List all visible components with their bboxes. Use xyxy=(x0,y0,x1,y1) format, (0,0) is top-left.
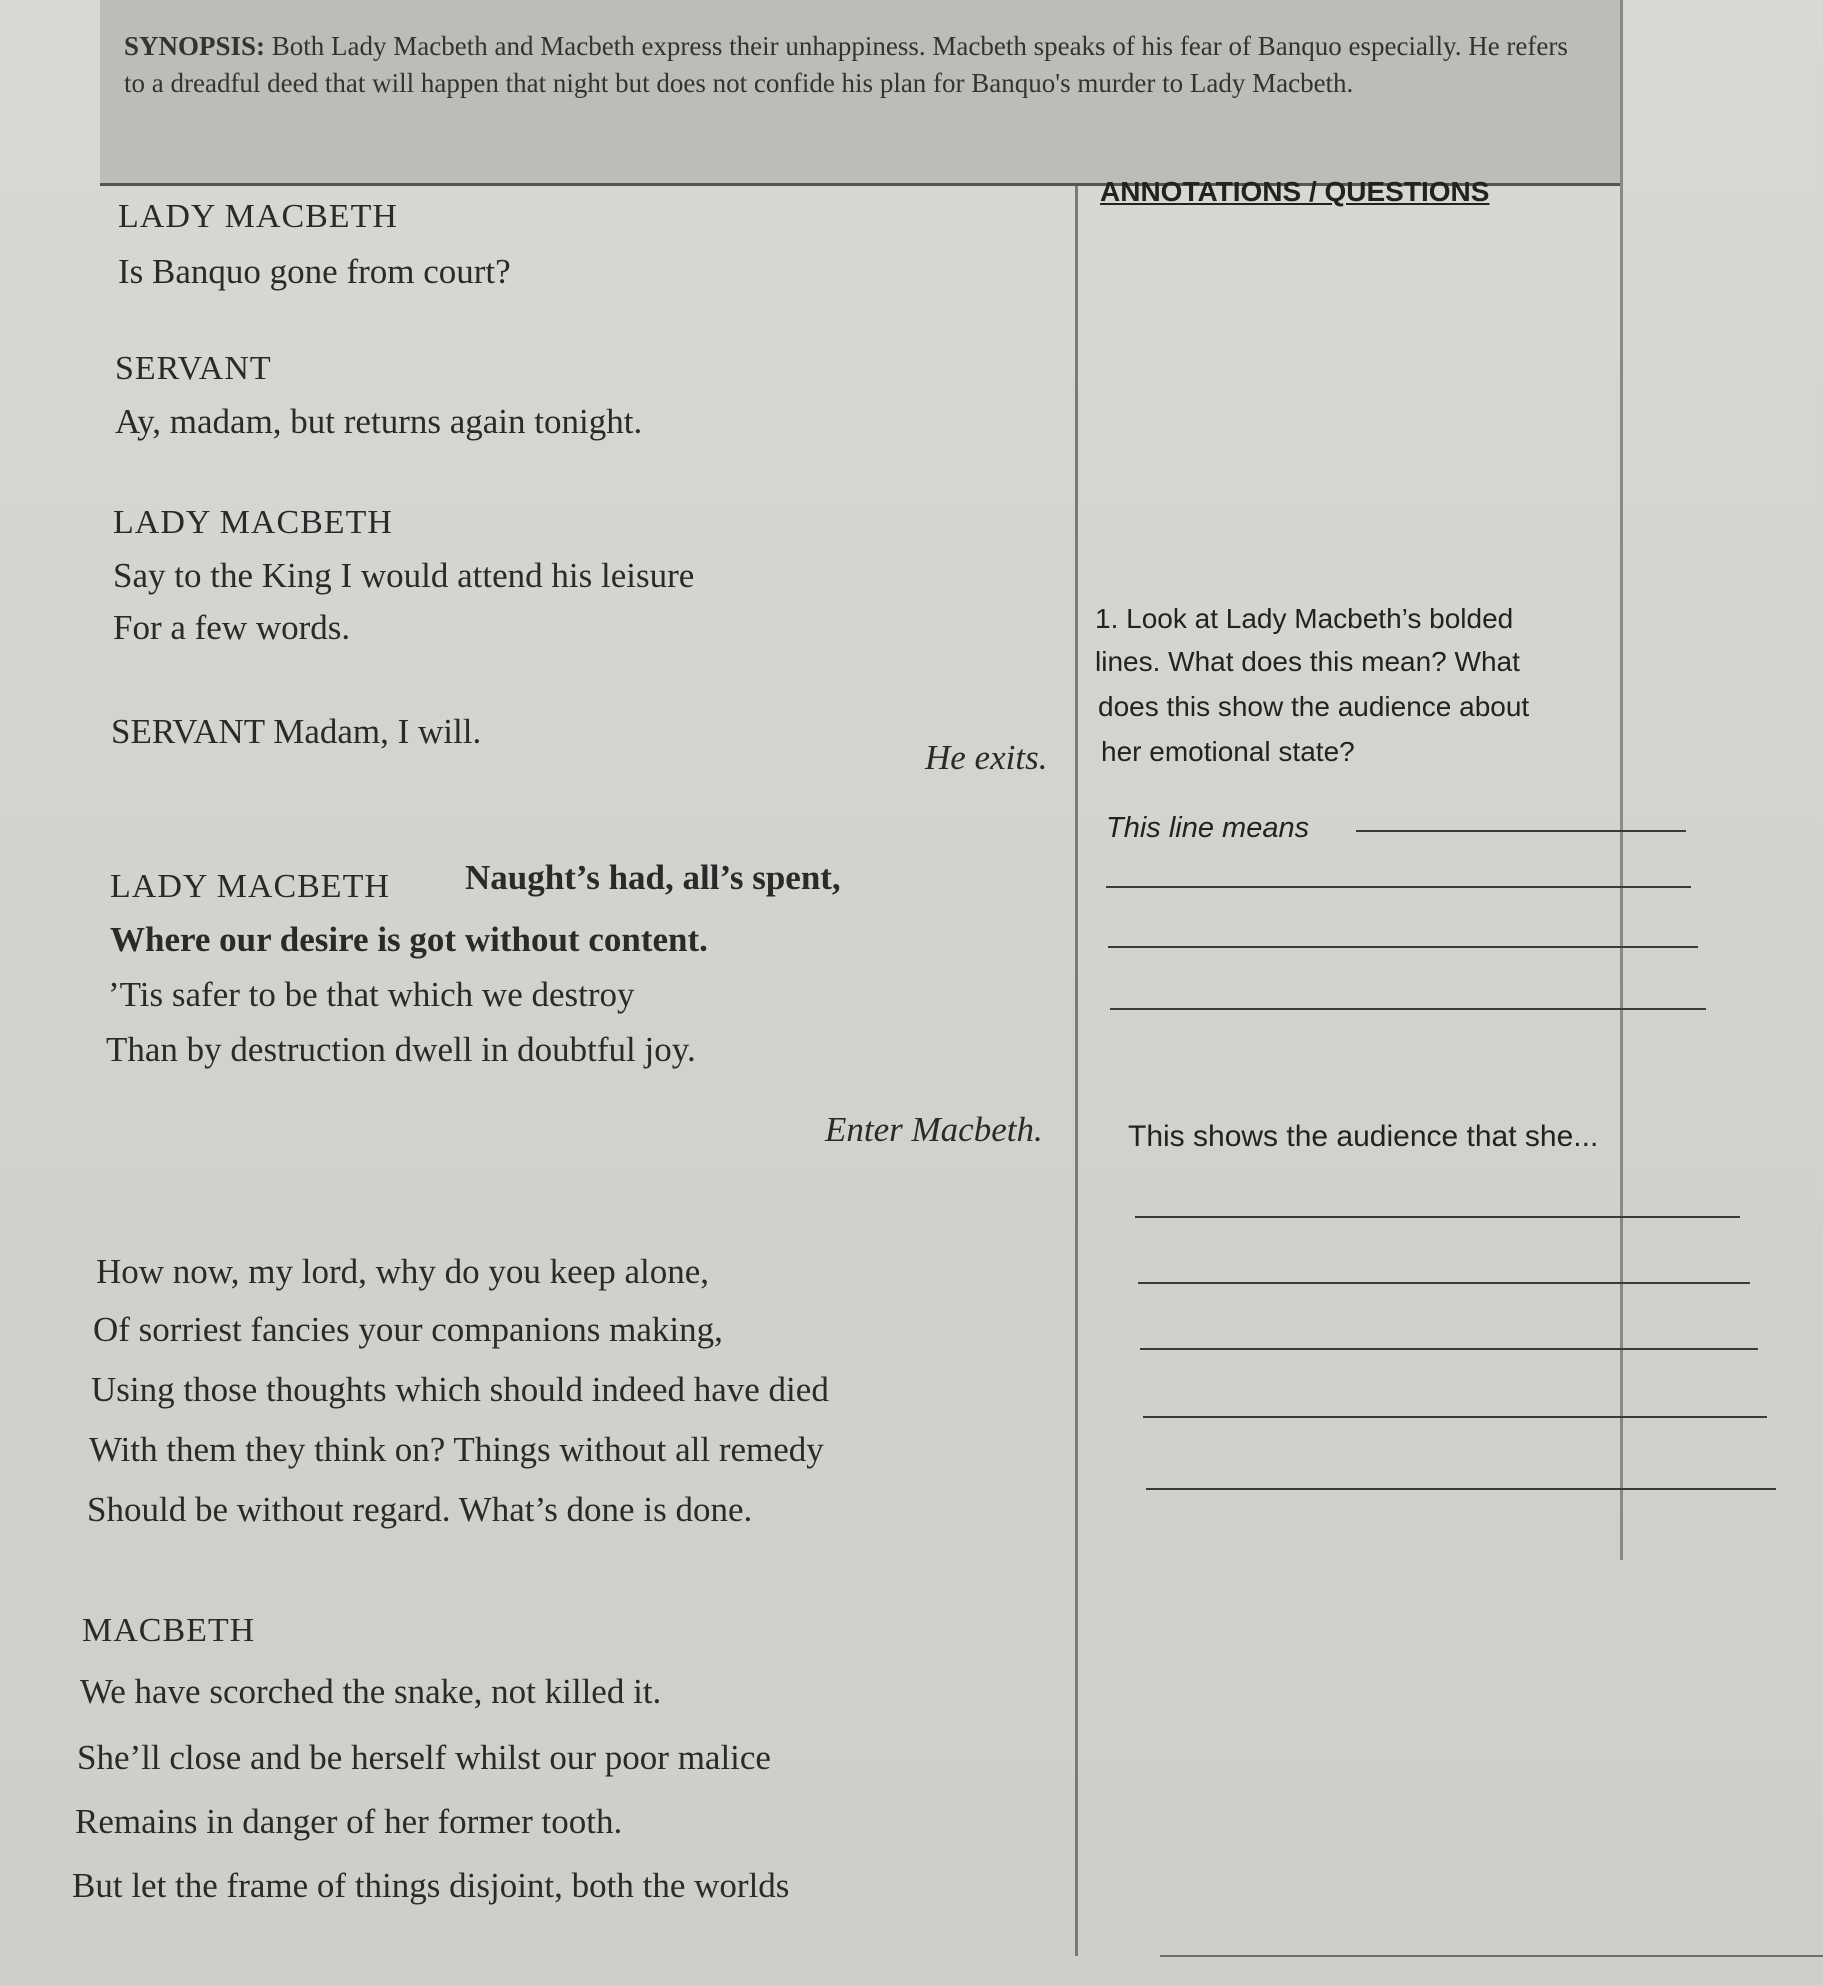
speaker-lady-macbeth: LADY MACBETH xyxy=(113,504,393,541)
dialogue-line-servant: SERVANT Madam, I will. xyxy=(111,712,482,751)
dialogue-line: How now, my lord, why do you keep alone, xyxy=(96,1252,710,1291)
stage-direction: He exits. xyxy=(925,738,1048,777)
dialogue-line: Is Banquo gone from court? xyxy=(118,252,511,291)
dialogue-line: For a few words. xyxy=(113,608,351,647)
dialogue-line: ’Tis safer to be that which we destroy xyxy=(108,975,635,1014)
answer-blank[interactable] xyxy=(1140,1348,1758,1350)
speaker-macbeth: MACBETH xyxy=(82,1612,256,1649)
answer-blank[interactable] xyxy=(1135,1216,1740,1218)
annotations-heading: ANNOTATIONS / QUESTIONS xyxy=(1100,176,1490,207)
dialogue-line: Of sorriest fancies your companions making, xyxy=(93,1310,723,1349)
question-line: does this show the audience about xyxy=(1098,691,1530,722)
answer-blank[interactable] xyxy=(1138,1282,1750,1284)
question-line: her emotional state? xyxy=(1101,736,1355,767)
dialogue-line: Remains in danger of her former tooth. xyxy=(75,1802,623,1841)
answer-blank[interactable] xyxy=(1146,1488,1776,1490)
dialogue-line: Say to the King I would attend his leisure xyxy=(113,556,695,595)
synopsis-text: Both Lady Macbeth and Macbeth express their unhappiness. Macbeth speaks of his fear of Banquo especially. He refers to a dreadful deed that will happen that night but does not confide his plan for Banquo's murder to Lady Macbeth. xyxy=(124,31,1568,98)
synopsis-label: SYNOPSIS: xyxy=(124,31,266,61)
stage-direction: Enter Macbeth. xyxy=(825,1110,1043,1149)
speaker-lady-macbeth: LADY MACBETH xyxy=(110,868,390,905)
question-line: 1. Look at Lady Macbeth’s bolded xyxy=(1095,603,1514,634)
answer-blank[interactable] xyxy=(1110,1008,1706,1010)
page-right-edge xyxy=(1620,0,1623,1560)
bolded-line: Naught’s had, all’s spent, xyxy=(465,858,841,897)
dialogue-line: Should be without regard. What’s done is done. xyxy=(87,1490,753,1529)
answer-blank[interactable] xyxy=(1106,886,1691,888)
dialogue-line: Ay, madam, but returns again tonight. xyxy=(115,402,643,441)
bolded-line: Where our desire is got without content. xyxy=(110,920,708,959)
dialogue-line: With them they think on? Things without all remedy xyxy=(89,1430,824,1469)
prompt-line-shows: This shows the audience that she... xyxy=(1128,1120,1599,1153)
answer-blank[interactable] xyxy=(1143,1416,1767,1418)
answer-blank[interactable] xyxy=(1108,946,1698,948)
dialogue-line: Using those thoughts which should indeed have died xyxy=(91,1370,829,1409)
dialogue-line: But let the frame of things disjoint, both the worlds xyxy=(72,1866,790,1905)
column-divider xyxy=(1075,186,1078,1956)
bottom-rule xyxy=(1160,1955,1823,1957)
prompt-line-means: This line means xyxy=(1106,812,1310,844)
speaker-lady-macbeth: LADY MACBETH xyxy=(118,198,398,235)
dialogue-line: She’ll close and be herself whilst our poor malice xyxy=(77,1738,771,1777)
question-line: lines. What does this mean? What xyxy=(1095,646,1520,677)
speaker-servant: SERVANT xyxy=(115,350,272,387)
dialogue-line: We have scorched the snake, not killed it. xyxy=(80,1672,662,1711)
synopsis-box xyxy=(100,0,1620,186)
dialogue-line: Than by destruction dwell in doubtful joy. xyxy=(106,1030,696,1069)
answer-blank[interactable] xyxy=(1356,830,1686,832)
